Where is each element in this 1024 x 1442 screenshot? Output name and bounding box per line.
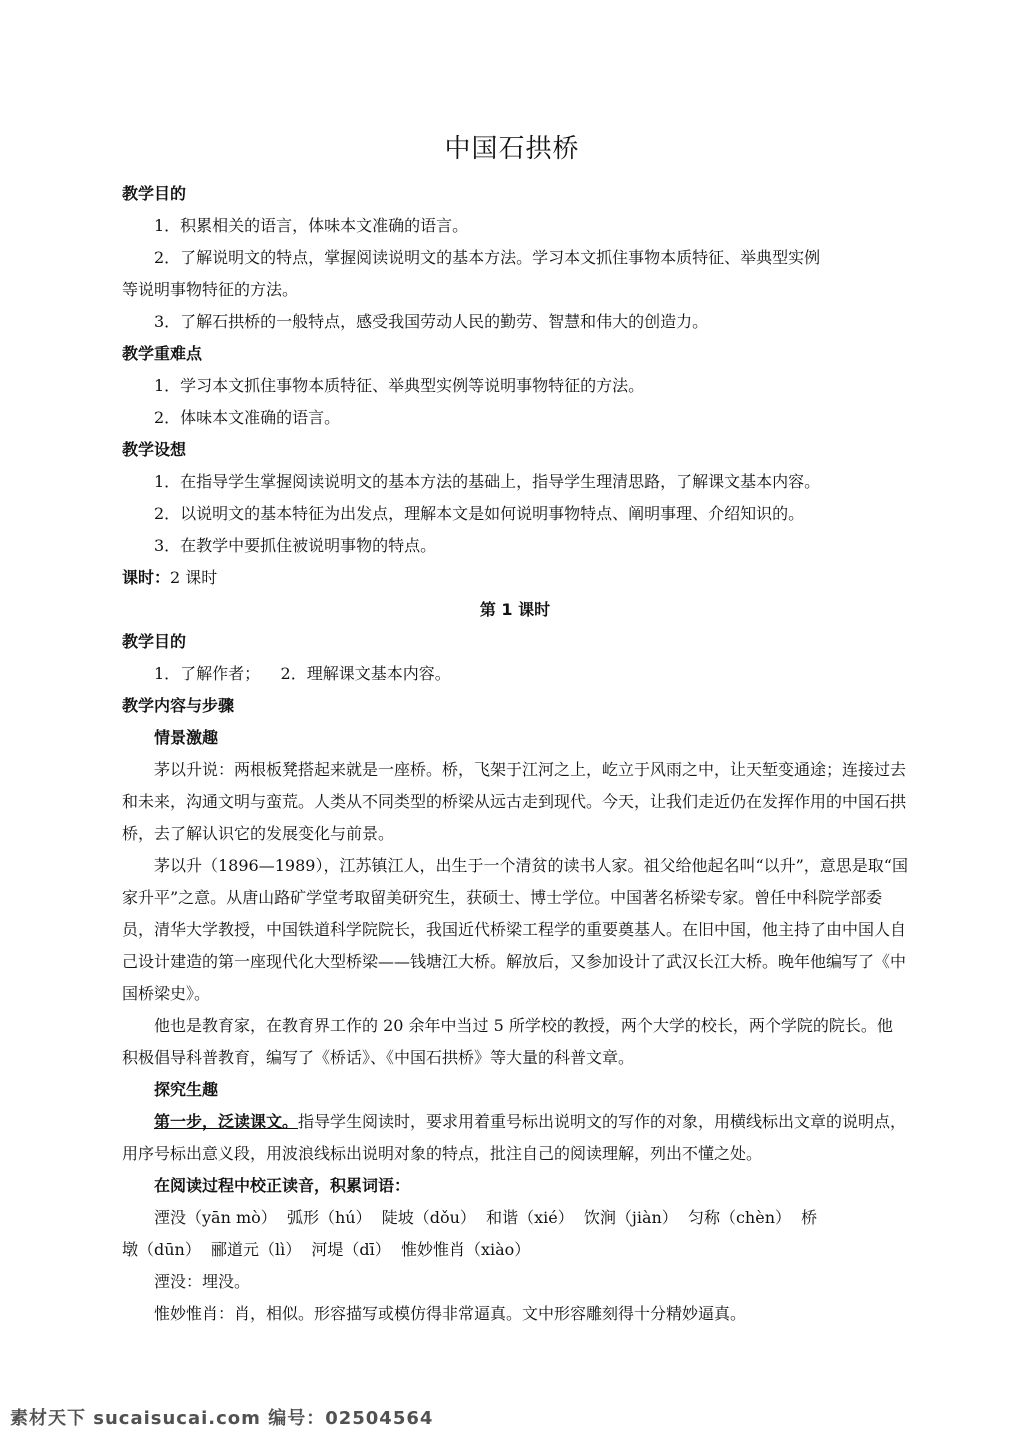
intro-paragraph-3: 他也是教育家，在教育界工作的 20 余年中当过 5 所学校的教授，两个大学的校长，两个学院的院长。他积极倡导科普教育，编写了《桥话》、《中国石拱桥》等大量的科普文章。	[122, 1016, 893, 1067]
vocab-line-1: 湮没（yān mò） 弧形（hú） 陡坡（dǒu） 和谐（xié） 饮涧（jiàn） 匀称（chèn） 桥	[154, 1208, 818, 1227]
lesson-1-goals: 1．了解作者； 2．理解课文基本内容。	[154, 664, 451, 683]
page-title: 中国石拱桥	[444, 134, 580, 164]
intro-heading: 情景激趣	[154, 728, 219, 747]
vocab-heading: 在阅读过程中校正读音，积累词语：	[154, 1176, 411, 1195]
watermark-text: 素材天下 sucaisucai.com 编号：02504564	[10, 1408, 434, 1429]
hours-label: 课时：	[122, 568, 171, 587]
intro-paragraph-1: 茅以升说：两根板凳搭起来就是一座桥。桥，飞架于江河之上，屹立于风雨之中，让天堑变通途；连接过去和未来，沟通文明与蛮荒。人类从不同类型的桥梁从远古走到现代。今天，让我们走近仍在发挥作用的中国石拱桥，去了解认识它的发展变化与前景。	[122, 760, 907, 843]
explore-heading: 探究生趣	[154, 1080, 219, 1099]
plan-item-1: 1．在指导学生掌握阅读说明文的基本方法的基础上，指导学生理清思路，了解课文基本内容。	[154, 472, 821, 491]
hours-line	[122, 562, 908, 594]
step-1-lead: 第一步，泛读课文。	[154, 1112, 299, 1131]
section-heading-key: 教学重难点	[122, 344, 203, 363]
goal-item-3: 3．了解石拱桥的一般特点，感受我国劳动人民的勤劳、智慧和伟大的创造力。	[154, 312, 709, 331]
key-item-1: 1．学习本文抓住事物本质特征、举典型实例等说明事物特征的方法。	[154, 376, 645, 395]
hours-value: 2 课时	[170, 568, 218, 587]
plan-item-2: 2．以说明文的基本特征为出发点，理解本文是如何说明事物特点、阐明事理、介绍知识的。	[154, 504, 805, 523]
goal-item-1: 1．积累相关的语言，体味本文准确的语言。	[154, 216, 469, 235]
plan-item-3: 3．在教学中要抓住被说明事物的特点。	[154, 536, 437, 555]
goal-item-2: 2．了解说明文的特点，掌握阅读说明文的基本方法。学习本文抓住事物本质特征、举典型实例	[154, 248, 821, 267]
definition-1: 湮没：埋没。	[154, 1272, 251, 1291]
section-heading-goals: 教学目的	[122, 184, 187, 203]
section-heading-plan: 教学设想	[122, 440, 187, 459]
vocab-line-2: 墩（dūn） 郦道元（lì） 河堤（dī） 惟妙惟肖（xiào）	[122, 1240, 531, 1259]
step-1-paragraph	[122, 1106, 908, 1170]
definition-2: 惟妙惟肖：肖，相似。形容描写或模仿得非常逼真。文中形容雕刻得十分精妙逼真。	[154, 1304, 747, 1323]
document-body	[122, 178, 908, 1330]
key-item-2: 2．体味本文准确的语言。	[154, 408, 341, 427]
goal-item-2-cont: 等说明事物特征的方法。	[122, 280, 299, 299]
steps-heading: 教学内容与步骤	[122, 696, 235, 715]
step-1-text: 指导学生阅读时，要求用着重号标出说明文的写作的对象，用横线标出文章的说明点，用序号标出意义段，用波浪线标出说明对象的特点，批注自己的阅读理解，列出不懂之处。	[122, 1112, 907, 1163]
lesson-1-goals-heading: 教学目的	[122, 632, 187, 651]
lesson-1-heading: 第 1 课时	[479, 600, 551, 619]
intro-paragraph-2: 茅以升（1896—1989），江苏镇江人，出生于一个清贫的读书人家。祖父给他起名叫“以升”，意思是取“国家升平”之意。从唐山路矿学堂考取留美研究生，获硕士、博士学位。中国著名桥梁专家。曾任中科院学部委员，清华大学教授，中国铁道科学院院长，我国近代桥梁工程学的重要奠基人。在旧中国，他主持了由中国人自己设计建造的第一座现代化大型桥梁——钱塘江大桥。解放后，又参加设计了武汉长江大桥。晚年他编写了《中国桥梁史》。	[122, 856, 908, 1003]
